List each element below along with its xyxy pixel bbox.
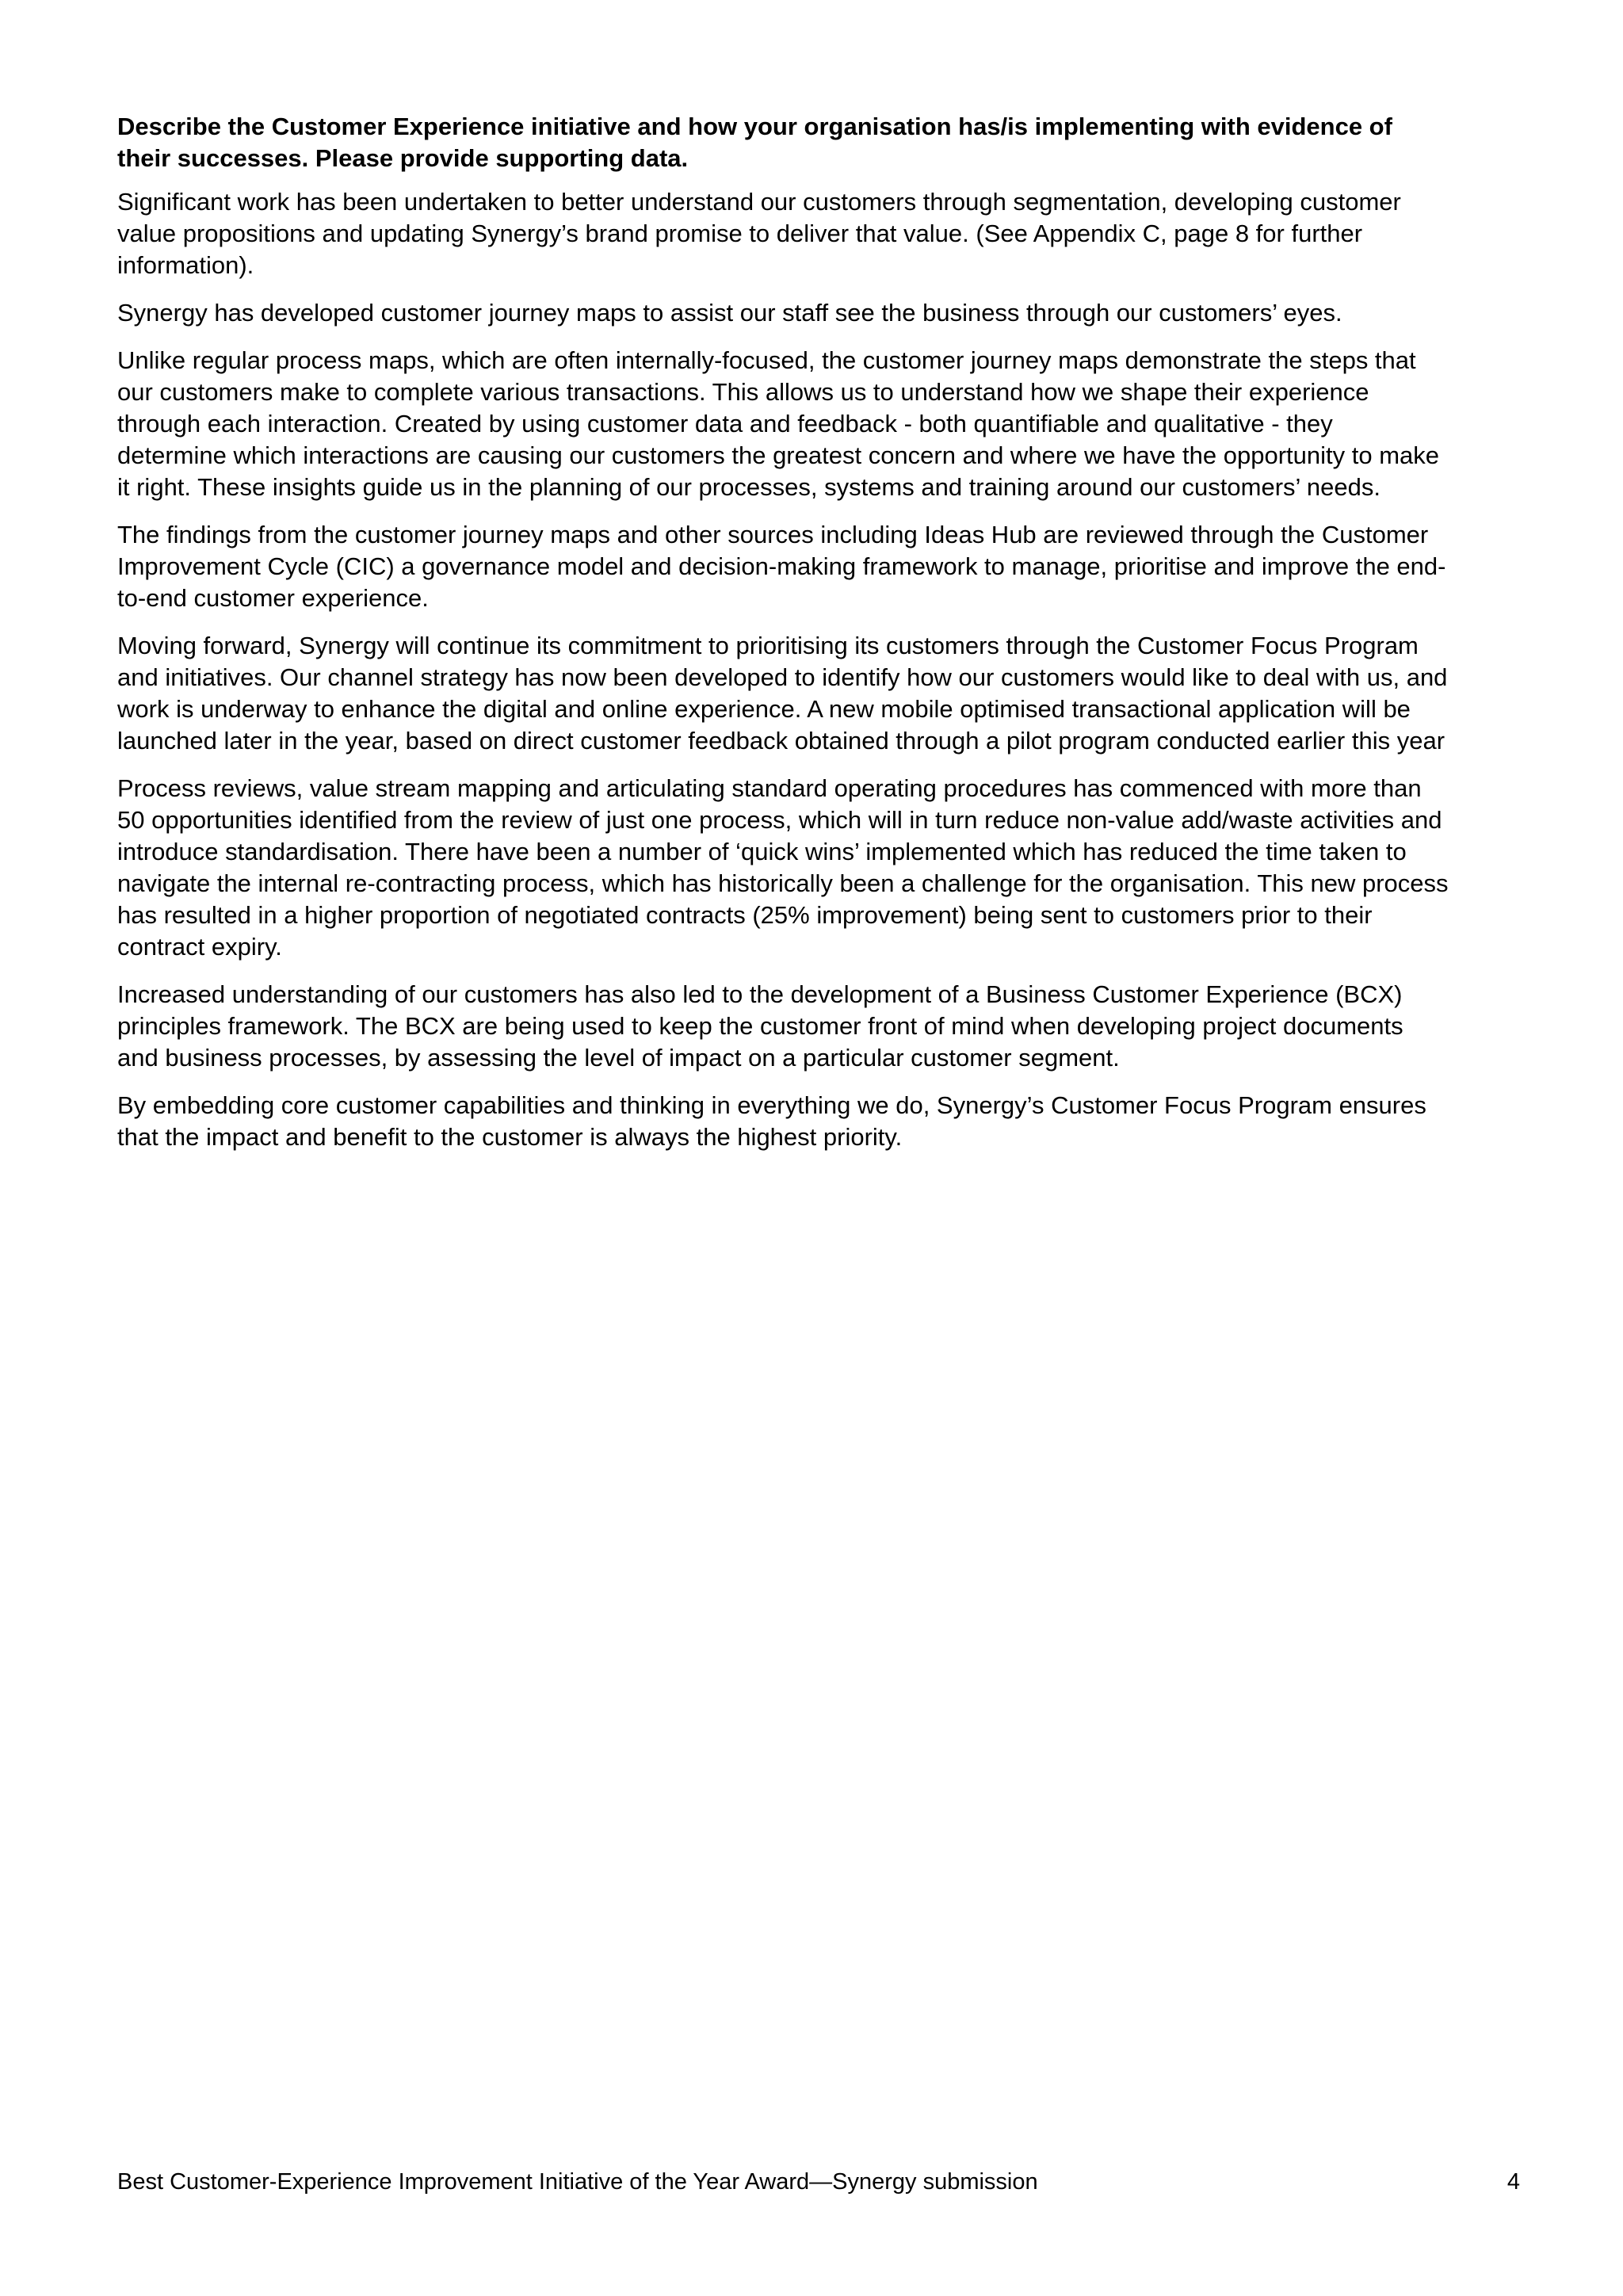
paragraph-moving-forward: Moving forward, Synergy will continue its commitment to prioritising its customers through the Customer Focus Program and initiatives. Our channel strategy has now been developed to identify how our customers would like to deal with us, and work is underway to enhance the digital and online experience. A new mobile optimised transactional application will be launched later in the year, based on direct customer feedback obtained through a pilot program conducted earlier this year — [117, 632, 1448, 755]
document-body — [117, 111, 1449, 1169]
page-number: 4 — [1507, 2169, 1520, 2195]
paragraph-bcx: Increased understanding of our customers has also led to the development of a Business Customer Experience (BCX) principles framework. The BCX are being used to keep the customer front of mind when developing project documents and business processes, by assessing the level of impact on a particular customer segment. — [117, 980, 1403, 1072]
question-heading: Describe the Customer Experience initiative and how your organisation has/is implementing with evidence of their successes. Please provide supporting data. — [117, 113, 1392, 172]
paragraph-journey-maps: Synergy has developed customer journey maps to assist our staff see the business through our customers’ eyes. — [117, 299, 1342, 327]
paragraph-process-maps: Unlike regular process maps, which are often internally-focused, the customer journey maps demonstrate the steps that our customers make to complete various transactions. This allows us to understand how we shape their experience through each interaction. Created by using customer data and feedback - both quantifiable and qualitative - they determine which interactions are causing our customers the greatest concern and where we have the opportunity to make it right. These insights guide us in the planning of our processes, systems and training around our customers’ needs. — [117, 346, 1440, 501]
paragraph-segmentation: Significant work has been undertaken to better understand our customers through segmentation, developing customer value propositions and updating Synergy’s brand promise to deliver that value. (See Appendix C, page 8 for further information). — [117, 188, 1401, 279]
paragraph-cic: The findings from the customer journey maps and other sources including Ideas Hub are reviewed through the Customer Improvement Cycle (CIC) a governance model and decision-making framework to manage, prioritise and improve the end-to-end customer experience. — [117, 521, 1446, 612]
paragraph-conclusion: By embedding core customer capabilities and thinking in everything we do, Synergy’s Customer Focus Program ensures that the impact and benefit to the customer is always the highest priority. — [117, 1091, 1426, 1151]
footer-text: Best Customer-Experience Improvement Initiative of the Year Award—Synergy submission — [117, 2169, 1038, 2195]
paragraph-process-reviews: Process reviews, value stream mapping and articulating standard operating procedures has commenced with more than 50 opportunities identified from the review of just one process, which will in turn reduce non-value add/waste activities and introduce standardisation. There have been a number of ‘quick wins’ implemented which has reduced the time taken to navigate the internal re-contracting process, which has historically been a challenge for the organisation. This new process has resulted in a higher proportion of negotiated contracts (25% improvement) being sent to customers prior to their contract expiry. — [117, 774, 1449, 961]
